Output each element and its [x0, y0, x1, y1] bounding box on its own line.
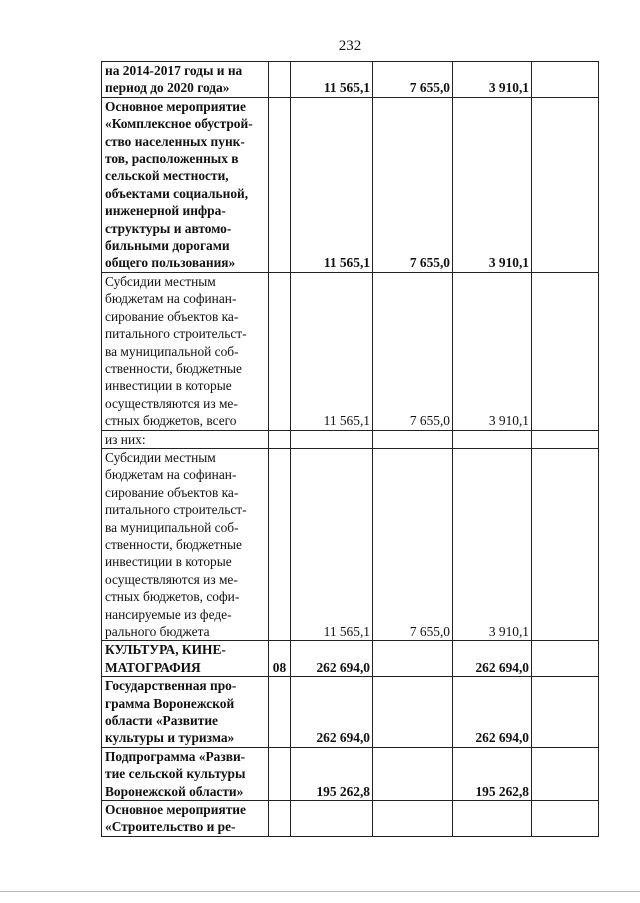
section-code-cell — [269, 747, 291, 800]
row-name-cell: Государственная про- грамма Воронежской области «Развитие культуры и туризма» — [102, 677, 269, 748]
row-name-cell: Основное мероприятие «Комплексное обустрой- ство населенных пунк- тов, расположенных в сельской местности, объектами социальной, инженерной инфра- структуры и автомо- бильными дорогами общего пользования» — [102, 97, 269, 272]
amount-regional-cell — [453, 801, 532, 837]
amount-total-cell: 11 565,1 — [291, 97, 373, 272]
amount-regional-cell: 3 910,1 — [453, 448, 532, 640]
amount-regional-cell: 3 910,1 — [453, 62, 532, 98]
section-code-cell — [269, 97, 291, 272]
table-row — [102, 747, 599, 800]
table-row — [102, 448, 599, 640]
amount-extra-cell — [532, 641, 599, 677]
amount-total-cell: 195 262,8 — [291, 747, 373, 800]
amount-regional-cell: 262 694,0 — [453, 677, 532, 748]
table-row — [102, 801, 599, 837]
amount-extra-cell — [532, 801, 599, 837]
section-code-cell — [269, 272, 291, 430]
row-name-cell: Подпрограмма «Разви- тие сельской культуры Воронежской области» — [102, 747, 269, 800]
page-bottom-rule — [0, 891, 640, 892]
amount-regional-cell — [453, 430, 532, 448]
amount-regional-cell: 3 910,1 — [453, 272, 532, 430]
page-number: 232 — [338, 38, 362, 54]
section-code-cell — [269, 62, 291, 98]
amount-federal-cell: 7 655,0 — [373, 97, 453, 272]
amount-extra-cell — [532, 747, 599, 800]
amount-regional-cell: 262 694,0 — [453, 641, 532, 677]
amount-extra-cell — [532, 62, 599, 98]
section-code-cell — [269, 430, 291, 448]
amount-regional-cell: 3 910,1 — [453, 97, 532, 272]
amount-federal-cell — [373, 641, 453, 677]
amount-extra-cell — [532, 272, 599, 430]
amount-federal-cell — [373, 747, 453, 800]
table-row — [102, 641, 599, 677]
row-name-cell: Субсидии местным бюджетам на софинан- сирование объектов ка- питального строительст- ва муниципальной соб- ственности, бюджетные инвестиции в которые осуществляются из ме- стных бюджетов, всего — [102, 272, 269, 430]
amount-extra-cell — [532, 430, 599, 448]
section-code-cell — [269, 448, 291, 640]
amount-regional-cell: 195 262,8 — [453, 747, 532, 800]
row-name-cell: Основное мероприятие «Строительство и ре- — [102, 801, 269, 837]
section-code-cell: 08 — [269, 641, 291, 677]
table-row — [102, 97, 599, 272]
amount-total-cell: 11 565,1 — [291, 448, 373, 640]
amount-total-cell: 11 565,1 — [291, 272, 373, 430]
row-name-cell: КУЛЬТУРА, КИНЕ- МАТОГРАФИЯ — [102, 641, 269, 677]
table-row — [102, 272, 599, 430]
amount-extra-cell — [532, 448, 599, 640]
budget-table — [101, 61, 599, 837]
table-row — [102, 677, 599, 748]
row-name-cell: из них: — [102, 430, 269, 448]
amount-federal-cell: 7 655,0 — [373, 272, 453, 430]
table-row — [102, 430, 599, 448]
amount-federal-cell — [373, 677, 453, 748]
section-code-cell — [269, 801, 291, 837]
section-code-cell — [269, 677, 291, 748]
amount-total-cell: 262 694,0 — [291, 641, 373, 677]
amount-extra-cell — [532, 677, 599, 748]
table-row — [102, 62, 599, 98]
amount-federal-cell: 7 655,0 — [373, 448, 453, 640]
row-name-cell: Субсидии местным бюджетам на софинан- сирование объектов ка- питального строительст- ва муниципальной соб- ственности, бюджетные инвестиции в которые осуществляются из ме- стных бюджетов, софи- нансируемые из феде- рального бюджета — [102, 448, 269, 640]
amount-federal-cell: 7 655,0 — [373, 62, 453, 98]
amount-total-cell: 11 565,1 — [291, 62, 373, 98]
amount-total-cell — [291, 801, 373, 837]
row-name-cell: на 2014-2017 годы и на период до 2020 года» — [102, 62, 269, 98]
amount-total-cell: 262 694,0 — [291, 677, 373, 748]
amount-total-cell — [291, 430, 373, 448]
amount-extra-cell — [532, 97, 599, 272]
amount-federal-cell — [373, 801, 453, 837]
amount-federal-cell — [373, 430, 453, 448]
